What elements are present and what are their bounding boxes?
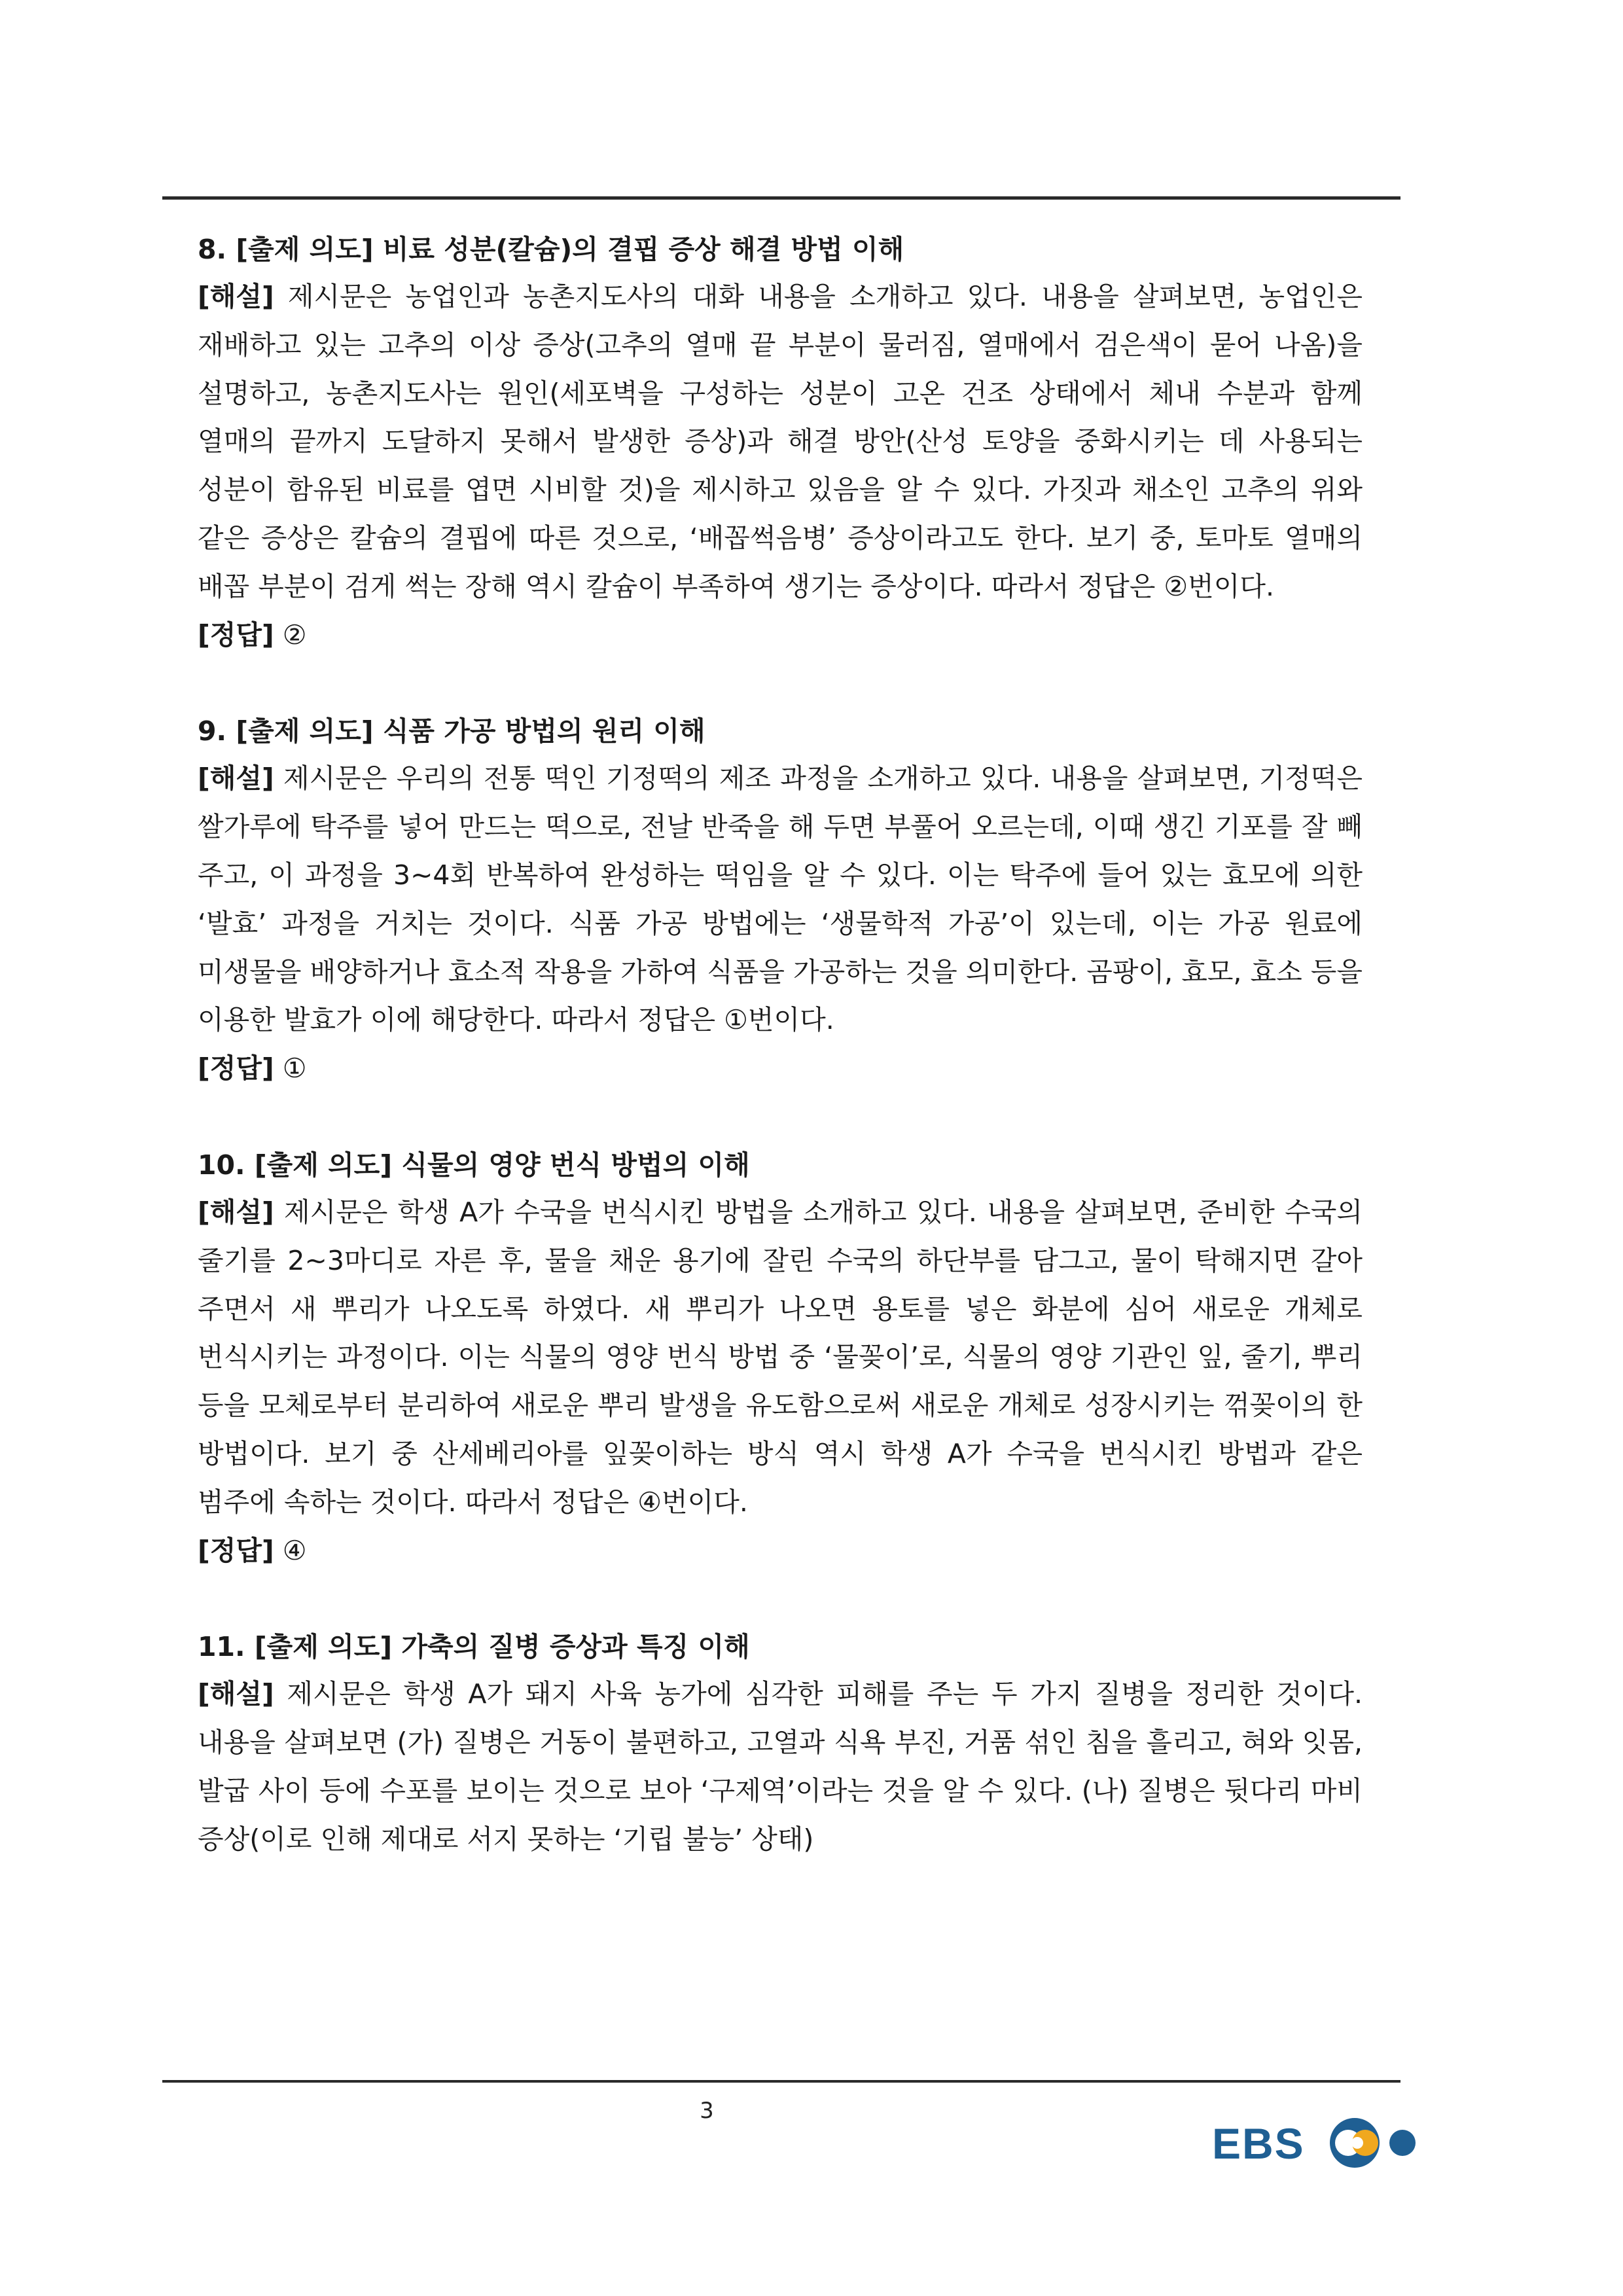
answer-tag: [정답] bbox=[198, 619, 274, 651]
page-number: 3 bbox=[700, 2098, 714, 2124]
question-10-section bbox=[198, 1141, 1363, 1575]
answer-line bbox=[198, 1527, 1363, 1575]
explanation-tag: [해설] bbox=[198, 762, 274, 795]
explanation-text: 제시문은 우리의 전통 떡인 기정떡의 제조 과정을 소개하고 있다. 내용을 살펴보면, 기정떡은 쌀가루에 탁주를 넣어 만드는 떡으로, 전날 반죽을 해 두면 부풀어 오르는데, 이때 생긴 기포를 잘 빼 주고, 이 과정을 3~4회 반복하여 완성하는 떡임을 알 수 있다. 이는 탁주에 들어 있는 효모에 의한 ‘발효’ 과정을 거치는 것이다. 식품 가공 방법에는 ‘생물학적 가공’이 있는데, 이는 가공 원료에 미생물을 배양하거나 효소적 작용을 가하여 식품을 가공하는 것을 의미한다. 곰팡이, 효모, 효소 등을 이용한 발효가 이에 해당한다. 따라서 정답은 ①번이다. bbox=[198, 762, 1363, 1036]
section-title: 11. [출제 의도] 가축의 질병 증상과 특징 이해 bbox=[198, 1631, 750, 1663]
answer-value: ② bbox=[282, 619, 307, 651]
question-11-section bbox=[198, 1623, 1363, 1863]
answer-tag: [정답] bbox=[198, 1052, 274, 1085]
explanation-paragraph bbox=[198, 1189, 1363, 1527]
answer-value: ④ bbox=[282, 1534, 307, 1566]
section-title: 9. [출제 의도] 식품 가공 방법의 원리 이해 bbox=[198, 715, 705, 747]
question-8-section bbox=[198, 226, 1363, 659]
section-title: 8. [출제 의도] 비료 성분(칼슘)의 결핍 증상 해결 방법 이해 bbox=[198, 234, 904, 265]
question-9-section bbox=[198, 708, 1363, 1093]
explanation-tag: [해설] bbox=[198, 1678, 274, 1710]
answer-tag: [정답] bbox=[198, 1534, 274, 1566]
ebs-logo-symbol-icon bbox=[1330, 2118, 1416, 2168]
explanation-paragraph bbox=[198, 273, 1363, 611]
explanation-tag: [해설] bbox=[198, 1196, 274, 1228]
answer-explanations bbox=[198, 226, 1363, 1912]
explanation-text: 제시문은 농업인과 농촌지도사의 대화 내용을 소개하고 있다. 내용을 살펴보면, 농업인은 재배하고 있는 고추의 이상 증상(고추의 열매 끝 부분이 물러짐, 열매에서 검은색이 묻어 나옴)을 설명하고, 농촌지도사는 원인(세포벽을 구성하는 성분이 고온 건조 상태에서 체내 수분과 함께 열매의 끝까지 도달하지 못해서 발생한 증상)과 해결 방안(산성 토양을 중화시키는 데 사용되는 성분이 함유된 비료를 엽면 시비할 것)을 제시하고 있음을 알 수 있다. 가짓과 채소인 고추의 위와 같은 증상은 칼슘의 결핍에 따른 것으로, ‘배꼽썩음병’ 증상이라고도 한다. 보기 중, 토마토 열매의 배꼽 부분이 검게 썩는 장해 역시 칼슘이 부족하여 생기는 증상이다. 따라서 정답은 ②번이다. bbox=[198, 281, 1363, 602]
ebs-logo-text: EBS bbox=[1212, 2119, 1305, 2168]
answer-line bbox=[198, 1045, 1363, 1093]
header-rule bbox=[162, 196, 1400, 200]
explanation-paragraph bbox=[198, 1670, 1363, 1863]
answer-value: ① bbox=[282, 1052, 307, 1085]
explanation-tag: [해설] bbox=[198, 281, 274, 312]
explanation-text: 제시문은 학생 A가 수국을 번식시킨 방법을 소개하고 있다. 내용을 살펴보면, 준비한 수국의 줄기를 2~3마디로 자른 후, 물을 채운 용기에 잘린 수국의 하단부를 담그고, 물이 탁해지면 갈아 주면서 새 뿌리가 나오도록 하였다. 새 뿌리가 나오면 용토를 넣은 화분에 심어 새로운 개체로 번식시키는 과정이다. 이는 식물의 영양 번식 방법 중 ‘물꽂이’로, 식물의 영양 기관인 잎, 줄기, 뿌리 등을 모체로부터 분리하여 새로운 뿌리 발생을 유도함으로써 새로운 개체로 성장시키는 꺾꽂이의 한 방법이다. 보기 중 산세베리아를 잎꽂이하는 방식 역시 학생 A가 수국을 번식시킨 방법과 같은 범주에 속하는 것이다. 따라서 정답은 ④번이다. bbox=[198, 1196, 1363, 1518]
explanation-text: 제시문은 학생 A가 돼지 사육 농가에 심각한 피해를 주는 두 가지 질병을 정리한 것이다. 내용을 살펴보면 (가) 질병은 거동이 불편하고, 고열과 식욕 부진, 거품 섞인 침을 흘리고, 혀와 잇몸, 발굽 사이 등에 수포를 보이는 것으로 보아 ‘구제역’이라는 것을 알 수 있다. (나) 질병은 뒷다리 마비 증상(이로 인해 제대로 서지 못하는 ‘기립 불능’ 상태) bbox=[198, 1678, 1363, 1855]
footer-rule bbox=[162, 2080, 1400, 2083]
ebs-logo bbox=[1212, 2113, 1435, 2173]
section-title: 10. [출제 의도] 식물의 영양 번식 방법의 이해 bbox=[198, 1149, 750, 1181]
explanation-paragraph bbox=[198, 755, 1363, 1045]
answer-line bbox=[198, 611, 1363, 660]
